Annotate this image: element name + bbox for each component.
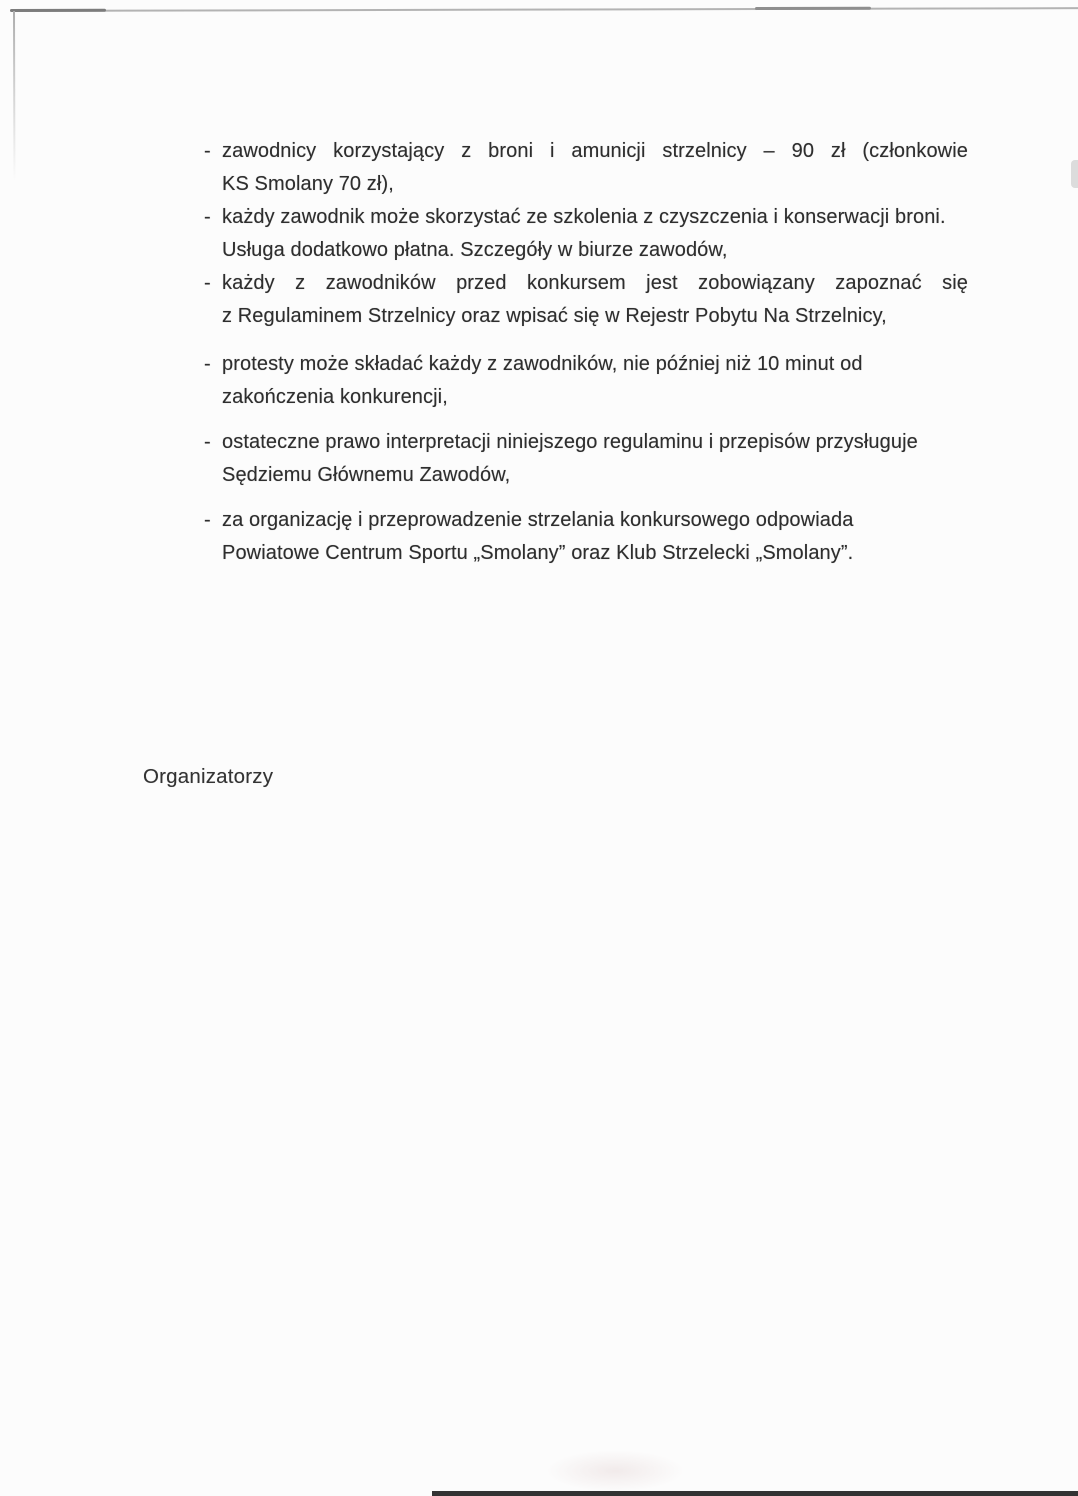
list-item-line: z Regulaminem Strzelnicy oraz wpisać się w Rejestr Pobytu Na Strzelnicy,: [222, 305, 887, 327]
scan-right-edge-mark: [1071, 160, 1078, 188]
list-item-text: protesty może składać każdy z zawodników, nie później niż 10 minut od: [222, 353, 863, 375]
scan-bottom-bar: [432, 1491, 1078, 1496]
list-item-line: Sędziemu Głównemu Zawodów,: [222, 464, 511, 486]
list-item-line: zakończenia konkurencji,: [222, 386, 448, 408]
list-item-line: [204, 135, 968, 168]
list-item: [204, 201, 968, 267]
bullet-dash: -: [204, 353, 211, 375]
list-item-line: Powiatowe Centrum Sportu „Smolany” oraz Klub Strzelecki „Smolany”.: [222, 542, 854, 564]
bullet-dash: -: [204, 431, 211, 453]
list-item: [204, 135, 968, 201]
scan-left-edge-line: [13, 11, 15, 181]
list-item-line: [204, 201, 968, 234]
bullet-dash: -: [204, 206, 211, 228]
list-item-line: [204, 267, 968, 300]
scan-smudge: [545, 1450, 685, 1492]
list-item-text: każdy zawodnik może skorzystać ze szkolenia z czyszczenia i konserwacji broni.: [222, 206, 946, 228]
list-item-text: każdy z zawodników przed konkursem jest zobowiązany zapoznać się: [222, 272, 968, 294]
list-item-text: za organizację i przeprowadzenie strzelania konkursowego odpowiada: [222, 509, 854, 531]
scan-top-edge-line: [14, 7, 1078, 12]
list-item-text: zawodnicy korzystający z broni i amunicji strzelnicy – 90 zł (członkowie: [222, 140, 968, 162]
list-item-line: [204, 504, 968, 537]
list-item-line: KS Smolany 70 zł),: [222, 173, 394, 195]
bullet-dash: -: [204, 509, 211, 531]
list-item: [204, 504, 968, 570]
list-item: [204, 348, 968, 414]
scan-top-edge: [0, 0, 1078, 30]
bullet-dash: -: [204, 272, 211, 294]
bullet-list: [204, 135, 968, 570]
signature-organizers: Organizatorzy: [143, 765, 274, 788]
list-item: [204, 426, 968, 492]
scan-top-left-mark: [10, 9, 106, 12]
list-item: [204, 267, 968, 333]
list-item-line: Usługa dodatkowo płatna. Szczegóły w biurze zawodów,: [222, 239, 728, 261]
list-item-line: [204, 426, 968, 459]
list-item-line: [204, 348, 968, 381]
bullet-dash: -: [204, 140, 211, 162]
list-item-text: ostateczne prawo interpretacji niniejszego regulaminu i przepisów przysługuje: [222, 431, 918, 453]
scan-top-mid-mark: [755, 7, 871, 10]
